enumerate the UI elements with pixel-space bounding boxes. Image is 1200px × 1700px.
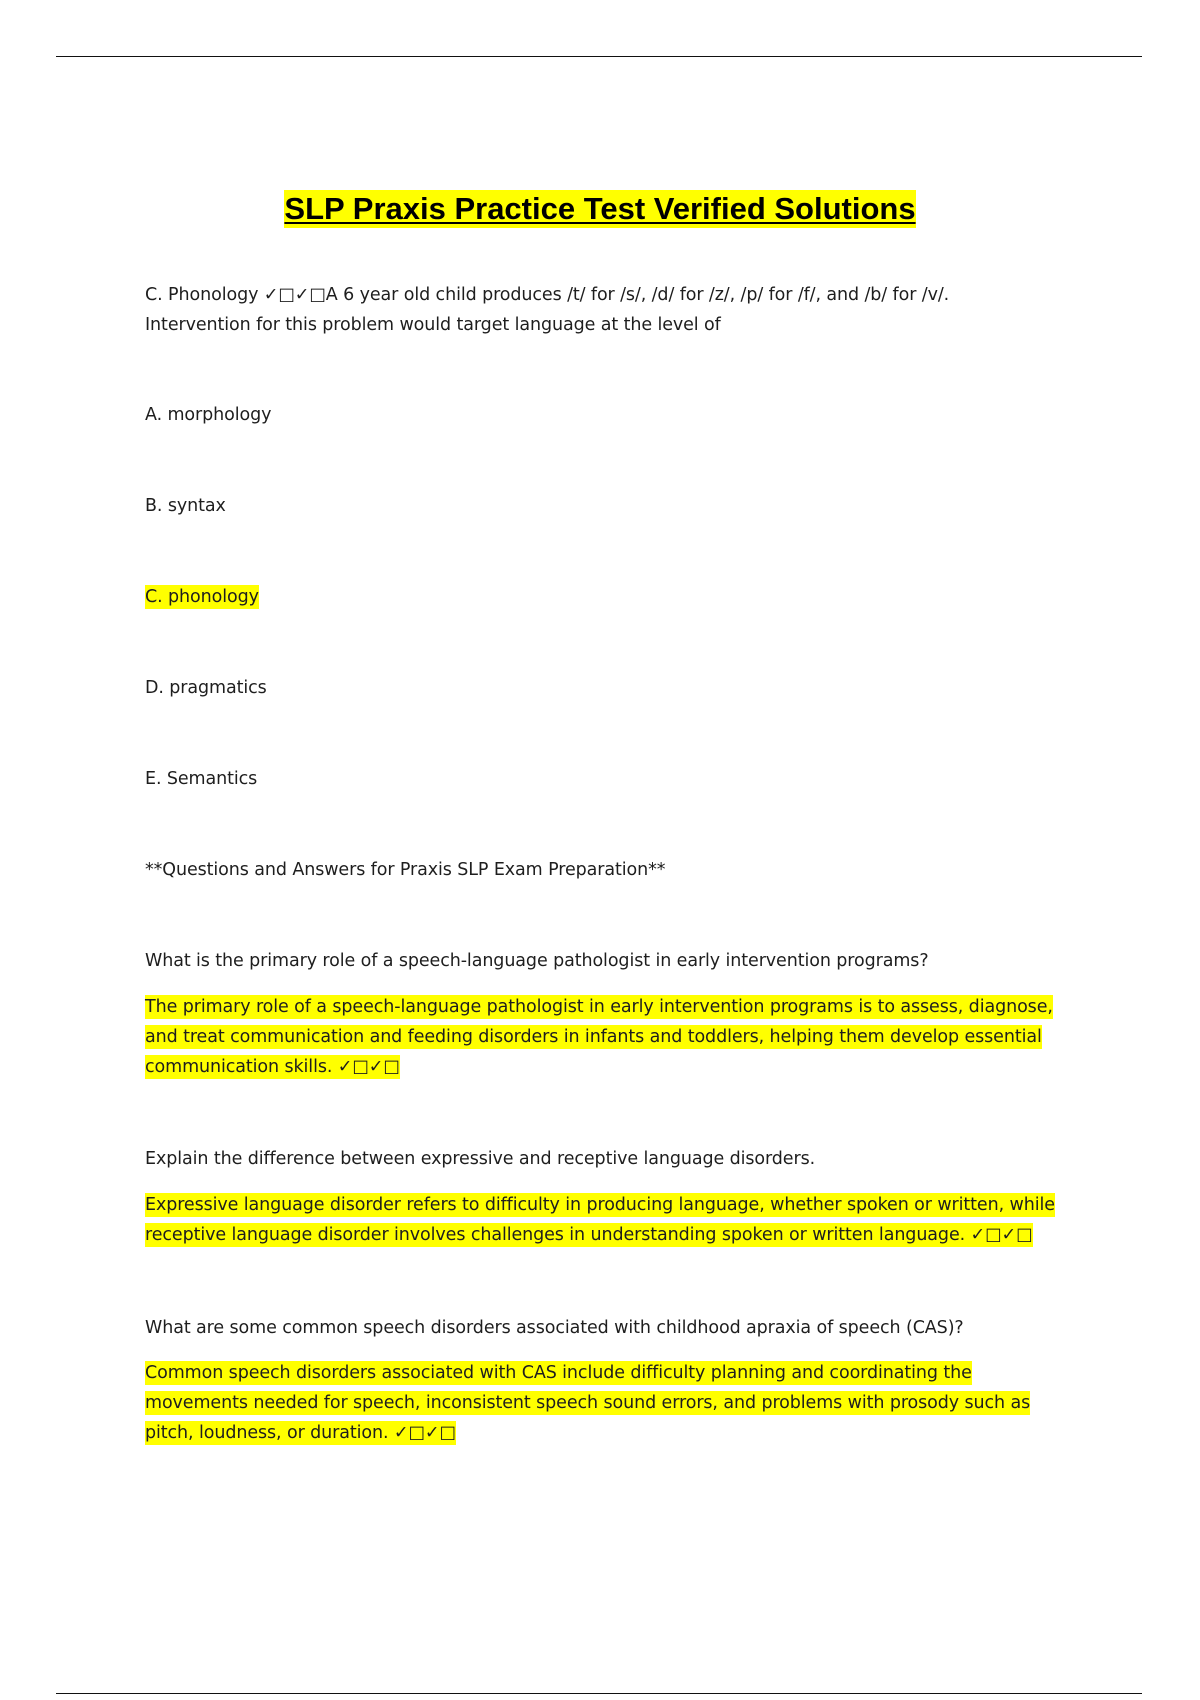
bottom-rule <box>56 1693 1142 1694</box>
option-d-label: D. pragmatics <box>145 678 267 698</box>
option-d <box>145 673 1105 703</box>
qa-3-answer-line-2: movements needed for speech, inconsistent speech sound errors, and problems with prosody such as <box>145 1393 1031 1413</box>
qa-1-answer-line-1: The primary role of a speech-language pathologist in early intervention programs is to assess, diagnose, <box>145 997 1053 1017</box>
qa-3-question-text: What are some common speech disorders associated with childhood apraxia of speech (CAS)? <box>145 1318 964 1338</box>
document-title: SLP Praxis Practice Test Verified Solutions <box>284 191 916 226</box>
option-a-label: A. morphology <box>145 405 272 425</box>
qa-1-answer-line-3: communication skills. ✓□✓□ <box>145 1057 400 1077</box>
question-1-stem-line-1: C. Phonology ✓□✓□A 6 year old child produces /t/ for /s/, /d/ for /z/, /p/ for /f/, and /b/ for /v/. <box>145 285 950 305</box>
section-heading <box>145 855 1105 885</box>
qa-3-answer-line-1: Common speech disorders associated with CAS include difficulty planning and coordinating the <box>145 1363 972 1383</box>
qa-3-answer-line-3: pitch, loudness, or duration. ✓□✓□ <box>145 1423 456 1443</box>
option-e-label: E. Semantics <box>145 769 258 789</box>
option-e <box>145 764 1105 794</box>
option-c-label-highlighted: C. phonology <box>145 587 259 607</box>
qa-2-question-text: Explain the difference between expressive and receptive language disorders. <box>145 1149 816 1169</box>
qa-3-answer <box>145 1358 1105 1448</box>
section-heading-text: **Questions and Answers for Praxis SLP Exam Preparation** <box>145 860 666 880</box>
qa-1-answer <box>145 992 1105 1082</box>
top-rule <box>56 56 1142 57</box>
option-b <box>145 491 1105 521</box>
option-a <box>145 400 1105 430</box>
qa-2-answer-line-2: receptive language disorder involves challenges in understanding spoken or written language. ✓□✓□ <box>145 1225 1033 1245</box>
option-c <box>145 582 1105 612</box>
option-b-label: B. syntax <box>145 496 226 516</box>
qa-1-answer-line-2: and treat communication and feeding disorders in infants and toddlers, helping them develop essential <box>145 1027 1042 1047</box>
qa-2-answer-line-1: Expressive language disorder refers to difficulty in producing language, whether spoken or written, while <box>145 1195 1055 1215</box>
question-1-stem <box>145 280 1105 340</box>
qa-3-question <box>145 1313 1105 1343</box>
qa-1-question <box>145 946 1105 976</box>
question-1-stem-line-2: Intervention for this problem would target language at the level of <box>145 315 721 335</box>
qa-1-question-text: What is the primary role of a speech-language pathologist in early intervention programs? <box>145 951 929 971</box>
title-container <box>0 190 1200 228</box>
qa-2-answer <box>145 1190 1105 1250</box>
qa-2-question <box>145 1144 1105 1174</box>
